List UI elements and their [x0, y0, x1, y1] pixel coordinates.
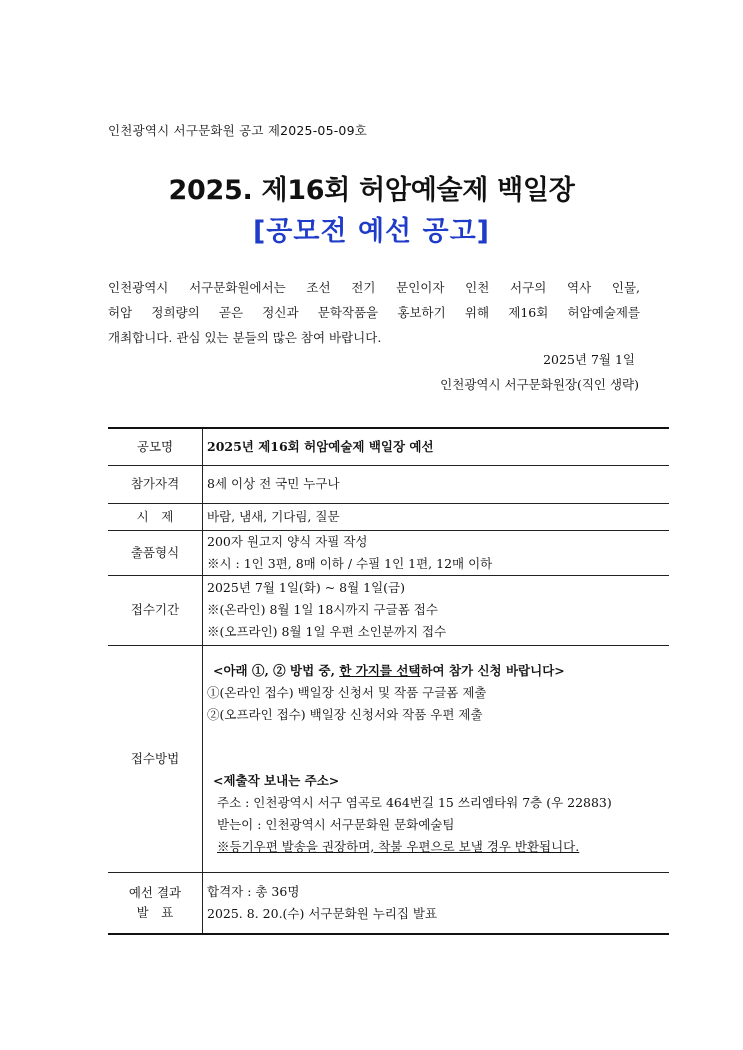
page-title: 2025. 제16회 허암예술제 백일장 [168, 175, 575, 206]
period-value [203, 575, 670, 645]
method-value [203, 645, 670, 872]
table-row [108, 503, 669, 530]
period-line: ※(오프라인) 8월 1일 우편 소인분까지 접수 [207, 624, 447, 639]
method-heading: <아래 ①, ② 방법 중, 한 가지를 선택하여 참가 신청 바랍니다> [213, 662, 565, 678]
row-label: 공모명 [108, 428, 203, 465]
table-row [108, 645, 669, 872]
recipient: 받는이 : 인천광역시 서구문화원 문화예술팀 [217, 816, 455, 832]
intro-line: 인천광역시 서구문화원에서는 조선 전기 문인이자 인천 서구의 역사 인물, [108, 280, 640, 295]
method-option: ①(온라인 접수) 백일장 신청서 및 작품 구글폼 제출 [207, 684, 487, 700]
row-label: 출품형식 [108, 530, 203, 575]
notice-number: 인천광역시 서구문화원 공고 제2025-05-09호 [108, 123, 368, 138]
contest-name-value: 2025년 제16회 허암예술제 백일장 예선 [203, 428, 670, 465]
format-value [203, 530, 670, 575]
result-value [203, 872, 670, 934]
period-line: 2025년 7월 1일(화) ~ 8월 1일(금) [207, 580, 405, 595]
mailing-note: ※등기우편 발송을 권장하며, 착불 우편으로 보낼 경우 반환됩니다. [217, 838, 580, 854]
row-label: 접수방법 [108, 645, 203, 872]
page-subtitle: [공모전 예선 공고] [252, 216, 491, 247]
result-line: 합격자 : 총 36명 [207, 883, 300, 899]
table-row [108, 575, 669, 645]
format-line: ※시 : 1인 3편, 8매 이하 / 수필 1인 1편, 12매 이하 [207, 555, 493, 571]
method-option: ②(오프라인 접수) 백일장 신청서와 작품 우편 제출 [207, 706, 483, 722]
row-label: 시 제 [108, 503, 203, 530]
address: 주소 : 인천광역시 서구 염곡로 464번길 15 쓰리엠타워 7층 (우 22883) [217, 794, 612, 810]
intro-line: 개최합니다. 관심 있는 분들의 많은 참여 바랍니다. [108, 330, 382, 345]
issuer: 인천광역시 서구문화원장(직인 생략) [440, 377, 639, 392]
eligibility-value: 8세 이상 전 국민 누구나 [203, 465, 670, 503]
format-line: 200자 원고지 양식 자필 작성 [207, 533, 368, 549]
contest-info-table [108, 427, 669, 935]
topics-value: 바람, 냄새, 기다림, 질문 [203, 503, 670, 530]
row-label: 참가자격 [108, 465, 203, 503]
row-label: 접수기간 [108, 575, 203, 645]
table-row [108, 530, 669, 575]
notice-date: 2025년 7월 1일 [543, 352, 635, 367]
address-heading: <제출작 보내는 주소> [213, 772, 340, 788]
row-label: 예선 결과 발 표 [108, 872, 203, 934]
period-line: ※(온라인) 8월 1일 18시까지 구글폼 접수 [207, 602, 438, 617]
intro-line: 허암 정희량의 곧은 정신과 문학작품을 홍보하기 위해 제16회 허암예술제를 [108, 305, 640, 320]
intro-paragraph [108, 275, 640, 350]
result-line: 2025. 8. 20.(수) 서구문화원 누리집 발표 [207, 905, 438, 921]
table-row [108, 872, 669, 934]
table-row [108, 465, 669, 503]
table-row [108, 428, 669, 465]
